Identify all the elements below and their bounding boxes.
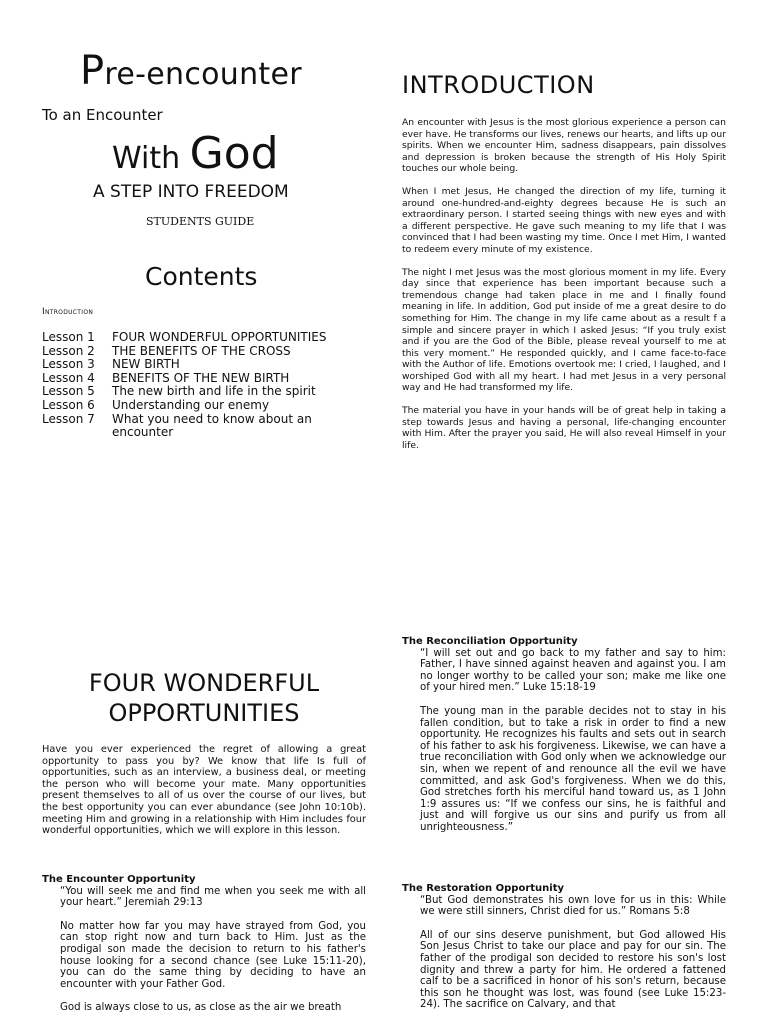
toc-row bbox=[42, 345, 342, 359]
encounter-body bbox=[42, 886, 366, 1014]
toc-lesson-title: Understanding our enemy bbox=[112, 397, 270, 412]
document-title bbox=[80, 48, 302, 94]
god-text: God bbox=[189, 128, 279, 179]
restoration-paragraph: All of our sins deserve punishment, but God allowed His Son Jesus Christ to take our place and pay for our sin. The father of the prodigal son decided to restore his son's lost dignity and threw a party for him. He ordered a fattened calf to be a sacrificed in honor of his son's return, because this son he thought was lost, was found (see Luke 15:23-24). The sacrifice on Calvary, and that bbox=[420, 929, 726, 1011]
introduction-heading: INTRODUCTION bbox=[402, 71, 595, 99]
reconciliation-body bbox=[402, 648, 726, 834]
contents-heading: Contents bbox=[145, 262, 258, 291]
toc-row bbox=[42, 385, 342, 399]
introduction-body bbox=[402, 117, 726, 462]
with-text: With bbox=[112, 141, 190, 176]
title-initial: P bbox=[80, 48, 105, 94]
toc-lesson-number: Lesson 6 bbox=[42, 397, 95, 412]
reconciliation-section bbox=[402, 636, 726, 846]
students-guide: STUDENTS GUIDE bbox=[146, 215, 255, 228]
subtitle-encounter: To an Encounter bbox=[42, 106, 163, 124]
toc-lesson-title: NEW BIRTH bbox=[112, 357, 180, 372]
toc-lesson-number: Lesson 1 bbox=[42, 330, 95, 344]
lesson-intro: Have you ever experienced the regret of allowing a great opportunity to pass you by? We know that life Is full of opportunities, such as an interview, a business deal, or meeting the person who will become your mate. Many opportunities present themselves to all of us over the course of our lives, but the best opportunity you can ever abundance (see John 10:10b). meeting Him and growing in a relationship with Him includes four wonderful opportunities, which we will explore in this lesson. bbox=[42, 744, 366, 837]
encounter-paragraph: No matter how far you may have strayed from God, you can stop right now and turn back to Him. Just as the prodigal son made the decision to return to his father's house looking for a second chance (see Luke 15:11-20), you can do the same thing by deciding to have an encounter with your Father God. bbox=[60, 920, 366, 990]
encounter-section bbox=[42, 874, 366, 1026]
toc-lesson-number: Lesson 2 bbox=[42, 343, 95, 358]
toc-lesson-number: Lesson 3 bbox=[42, 357, 95, 372]
reconciliation-quote: “I will set out and go back to my father and say to him: Father, I have sinned against heaven and against you. I am no longer worthy to be called your son; make me like one of your hired men.” Luke 15:18-19 bbox=[420, 647, 726, 694]
intro-paragraph: When I met Jesus, He changed the direction of my life, turning it around one-hundred-and-eighty degrees because He is such an extraordinary person. I started seeing things with new eyes and with a different perspective. He gave such meaning to my life that I was convinced that I had been wasting my time. Once I met Him, I wanted to redeem every minute of my existence. bbox=[402, 185, 726, 255]
lesson-heading-line2: OPPORTUNITIES bbox=[108, 699, 300, 727]
reconciliation-paragraph: The young man in the parable decides not to stay in his fallen condition, but to take a risk in order to find a new opportunity. He recognizes his faults and sets out in search of his father to ask his forgiveness. Likewise, we can have a true reconciliation with God only when we acknowledge our sin, when we repent of and renounce all the evil we have committed, and ask God's forgiveness. When we do this, God stretches forth his merciful hand toward us, as 1 John 1:9 assures us: “If we confess our sins, he is faithful and just and will forgive us our sins and purify us from all unrighteousness.” bbox=[420, 705, 726, 833]
toc-lesson-number: Lesson 4 bbox=[42, 370, 95, 385]
restoration-section bbox=[402, 883, 726, 1023]
title-rest: re-encounter bbox=[104, 57, 302, 92]
toc-lesson-title: The new birth and life in the spirit bbox=[112, 384, 316, 399]
toc-row bbox=[42, 358, 342, 372]
restoration-quote: “But God demonstrates his own love for us in this: While we were still sinners, Christ died for us.” Romans 5:8 bbox=[420, 894, 726, 918]
toc-lesson-title: FOUR WONDERFUL OPPORTUNITIES bbox=[112, 330, 327, 344]
lesson-heading bbox=[42, 668, 366, 728]
toc-lesson-title: BENEFITS OF THE NEW BIRTH bbox=[112, 370, 290, 385]
subtitle-with-god bbox=[112, 128, 279, 179]
encounter-paragraph: God is always close to us, as close as the air we breath bbox=[60, 1002, 342, 1014]
encounter-quote: “You will seek me and find me when you seek me with all your heart.” Jeremiah 29:13 bbox=[60, 885, 366, 909]
intro-paragraph: The night I met Jesus was the most glorious moment in my life. Every day since that experience has been important because such a tremendous change had taken place in me and I finally found meaning in life. In addition, God put inside of me a great desire to do something for Him. The change in my life came about as a result f a simple and sincere prayer in which I asked Jesus: “If you truly exist and if you are the God of the Bible, please reveal yourself to me at this very moment.” He responded quickly, and I came face-to-face with the Author of life. Emotions overtook me: I cried, I laughed, and I worshiped God with all my heart. I had met Jesus in a very personal way and He had transformed my life. bbox=[402, 266, 726, 394]
step-into-freedom: A STEP INTO FREEDOM bbox=[93, 182, 289, 202]
restoration-body bbox=[402, 895, 726, 1011]
restoration-heading: The Restoration Opportunity bbox=[402, 883, 565, 894]
toc-row bbox=[42, 372, 342, 386]
toc-introduction: Introduction bbox=[42, 307, 94, 317]
toc-lesson-number: Lesson 7 bbox=[42, 411, 95, 426]
toc-lesson-title: What you need to know about an encounter bbox=[112, 411, 312, 440]
reconciliation-heading: The Reconciliation Opportunity bbox=[402, 636, 578, 647]
lesson-heading-line1: FOUR WONDERFUL bbox=[88, 669, 320, 697]
toc-row bbox=[42, 399, 342, 413]
table-of-contents bbox=[42, 331, 342, 440]
encounter-heading: The Encounter Opportunity bbox=[42, 874, 196, 885]
intro-paragraph: The material you have in your hands will be of great help in taking a step towards Jesus and having a personal, life-changing encounter with Him. After the prayer you said, He will also reveal Himself in your life. bbox=[402, 405, 726, 451]
toc-lesson-title: THE BENEFITS OF THE CROSS bbox=[112, 343, 291, 358]
toc-row bbox=[42, 413, 342, 440]
toc-row bbox=[42, 331, 342, 345]
toc-lesson-number: Lesson 5 bbox=[42, 384, 95, 399]
intro-paragraph: An encounter with Jesus is the most glorious experience a person can ever have. He transforms our lives, renews our hearts, and lifts up our spirits. When we encounter Him, sadness disappears, pain dissolves and depression is broken because the strength of His Holy Spirit touches our whole being. bbox=[402, 117, 726, 175]
